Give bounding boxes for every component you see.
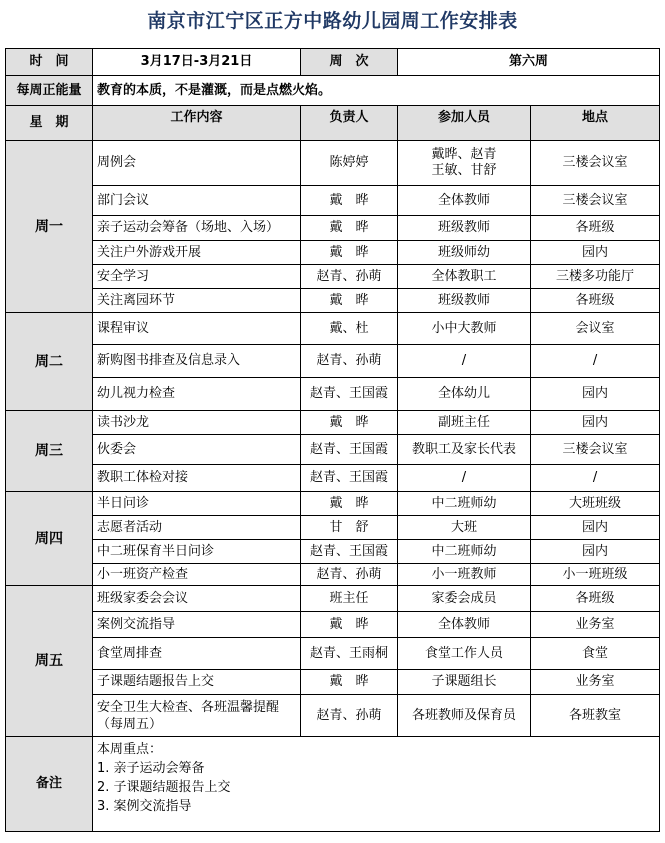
task-owner: 戴、杜 [301,313,398,345]
task-participants: 小一班教师 [398,564,531,586]
task-row [6,612,660,638]
header-row-dates [6,49,660,76]
task-row [6,186,660,216]
task-location: / [531,345,660,378]
task-owner: 戴 晔 [301,492,398,516]
task-owner: 赵青、王雨桐 [301,638,398,670]
task-row [6,265,660,289]
task-location: 小一班班级 [531,564,660,586]
task-location: 三楼会议室 [531,435,660,465]
notes-heading: 本周重点： [97,742,163,757]
task-participants: 班级教师 [398,289,531,313]
task-content: 子课题结题报告上交 [93,670,301,695]
task-owner: 戴 晔 [301,612,398,638]
task-content: 教职工体检对接 [93,465,301,492]
task-content: 读书沙龙 [93,411,301,435]
task-owner: 戴 晔 [301,216,398,241]
weekday-label: 星 期 [6,106,93,141]
task-content: 部门会议 [93,186,301,216]
task-location: 三楼会议室 [531,141,660,186]
task-participants: 各班教师及保育员 [398,695,531,737]
task-row [6,516,660,540]
task-owner: 戴 晔 [301,670,398,695]
task-participants: / [398,465,531,492]
task-owner: 赵青、王国霞 [301,465,398,492]
energy-label: 每周正能量 [6,76,93,106]
task-owner: 赵青、王国霞 [301,435,398,465]
task-owner: 赵青、孙萌 [301,265,398,289]
task-owner: 赵青、孙萌 [301,695,398,737]
task-location: 各班级 [531,586,660,612]
notes-item: 1. 亲子运动会筹备 [97,761,205,776]
task-owner: 赵青、王国霞 [301,540,398,564]
task-owner: 赵青、王国霞 [301,378,398,411]
task-participants: 大班 [398,516,531,540]
col-owner-header: 负责人 [301,106,398,141]
date-range: 3月17日-3月21日 [93,49,301,76]
task-location: 会议室 [531,313,660,345]
task-owner: 戴 晔 [301,411,398,435]
task-location: 大班班级 [531,492,660,516]
weekday-cell: 周一 [6,141,93,313]
weekday-cell: 周三 [6,411,93,492]
task-participants: 全体教师 [398,612,531,638]
col-content-header: 工作内容 [93,106,301,141]
task-location: / [531,465,660,492]
task-content: 关注户外游戏开展 [93,241,301,265]
notes-label: 备注 [6,737,93,832]
task-owner: 陈婷婷 [301,141,398,186]
task-location: 各班级 [531,216,660,241]
task-row [6,289,660,313]
task-owner: 戴 晔 [301,186,398,216]
task-row [6,638,660,670]
task-content: 安全卫生大检查、各班温馨提醒（每周五） [93,695,301,737]
week-value: 第六周 [398,49,660,76]
header-row-energy [6,76,660,106]
task-content: 关注离园环节 [93,289,301,313]
task-row [6,141,660,186]
task-row [6,313,660,345]
task-participants: 中二班师幼 [398,492,531,516]
task-row [6,216,660,241]
task-participants: 班级师幼 [398,241,531,265]
task-content: 安全学习 [93,265,301,289]
task-location: 园内 [531,378,660,411]
task-content: 案例交流指导 [93,612,301,638]
task-row [6,435,660,465]
task-content: 周例会 [93,141,301,186]
weekday-cell: 周五 [6,586,93,737]
task-content: 新购图书排查及信息录入 [93,345,301,378]
notes-row [6,737,660,832]
task-row [6,540,660,564]
task-location: 园内 [531,411,660,435]
week-label: 周 次 [301,49,398,76]
task-participants: 食堂工作人员 [398,638,531,670]
task-location: 业务室 [531,612,660,638]
task-participants: 中二班师幼 [398,540,531,564]
task-owner: 戴 晔 [301,241,398,265]
task-participants: 家委会成员 [398,586,531,612]
task-row [6,465,660,492]
task-location: 三楼会议室 [531,186,660,216]
weekday-cell: 周二 [6,313,93,411]
task-content: 伙委会 [93,435,301,465]
task-row [6,411,660,435]
task-row [6,492,660,516]
task-location: 食堂 [531,638,660,670]
task-row [6,241,660,265]
task-participants: 全体教职工 [398,265,531,289]
task-owner: 赵青、孙萌 [301,345,398,378]
task-content: 班级家委会会议 [93,586,301,612]
task-content: 小一班资产检查 [93,564,301,586]
page-title: 南京市江宁区正方中路幼儿园周工作安排表 [147,10,518,32]
task-location: 园内 [531,516,660,540]
task-row [6,670,660,695]
task-participants: 小中大教师 [398,313,531,345]
task-content: 幼儿视力检查 [93,378,301,411]
task-owner: 赵青、孙萌 [301,564,398,586]
task-location: 园内 [531,241,660,265]
task-location: 业务室 [531,670,660,695]
notes-item: 3. 案例交流指导 [97,799,192,814]
time-label: 时 间 [6,49,93,76]
task-location: 各班教室 [531,695,660,737]
notes-item: 2. 子课题结题报告上交 [97,780,231,795]
task-row [6,695,660,737]
task-location: 各班级 [531,289,660,313]
task-participants: 全体幼儿 [398,378,531,411]
task-owner: 甘 舒 [301,516,398,540]
task-owner: 戴 晔 [301,289,398,313]
task-participants: 子课题组长 [398,670,531,695]
task-participants: / [398,345,531,378]
task-location: 园内 [531,540,660,564]
energy-text: 教育的本质，不是灌溉，而是点燃火焰。 [93,76,660,106]
task-location: 三楼多功能厅 [531,265,660,289]
weekday-cell: 周四 [6,492,93,586]
task-row [6,564,660,586]
column-header-row [6,106,660,141]
task-participants: 班级教师 [398,216,531,241]
task-participants: 教职工及家长代表 [398,435,531,465]
task-row [6,345,660,378]
task-participants: 戴晔、赵青 王敏、甘舒 [398,141,531,186]
task-content: 半日问诊 [93,492,301,516]
task-content: 课程审议 [93,313,301,345]
task-participants: 全体教师 [398,186,531,216]
task-content: 中二班保育半日问诊 [93,540,301,564]
task-content: 志愿者活动 [93,516,301,540]
task-owner: 班主任 [301,586,398,612]
col-participants-header: 参加人员 [398,106,531,141]
task-participants: 副班主任 [398,411,531,435]
weekly-schedule-table [5,48,660,832]
notes-content [93,737,660,832]
task-content: 亲子运动会筹备（场地、入场） [93,216,301,241]
col-location-header: 地点 [531,106,660,141]
task-row [6,378,660,411]
schedule-body [6,49,660,832]
task-content: 食堂周排查 [93,638,301,670]
task-row [6,586,660,612]
